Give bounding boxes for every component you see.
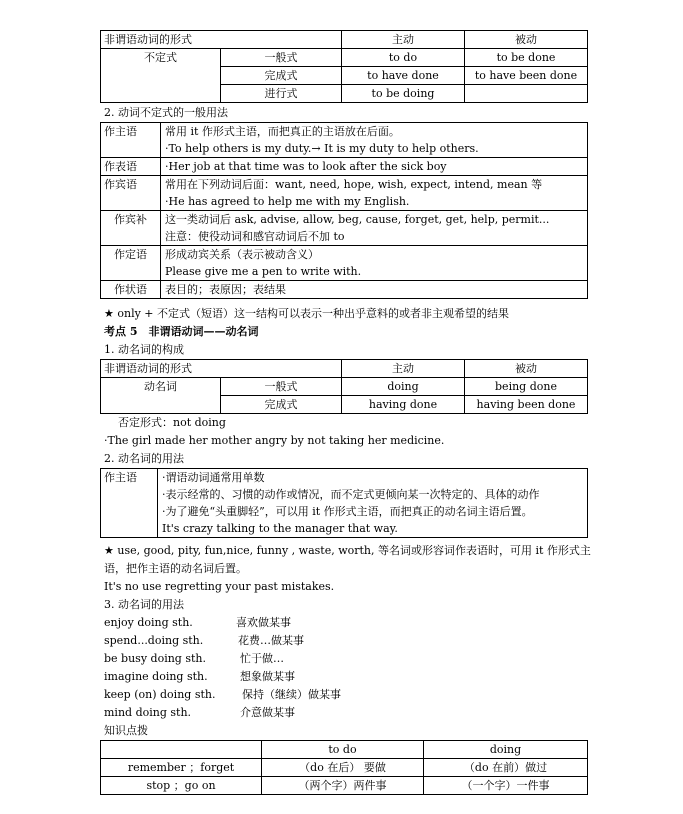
star-note: ★ only + 不定式（短语）这一结构可以表示一种出乎意料的或者非主观希望的结果: [104, 307, 510, 320]
table-row: [101, 246, 588, 264]
table-row: [101, 281, 588, 299]
role-cell: 作状语: [101, 281, 161, 299]
table-cell: （do 在后） 要做: [262, 759, 424, 777]
gerund-usage-table: [100, 468, 588, 538]
infinitive-usage-table: [100, 122, 588, 299]
table-cell: having done: [342, 396, 465, 414]
table-cell: stop ；go on: [101, 777, 262, 795]
table-cell: （两个字）两件事: [262, 777, 424, 795]
role-cell: 作表语: [101, 158, 161, 176]
role-cell: 作主语: [101, 123, 161, 158]
usage-line: 常用在下列动词后面：want, need, hope, wish, expect, intend, mean 等: [161, 176, 588, 194]
table-header-row: [101, 360, 588, 378]
kaodian-heading: 考点 5 非谓语动词——动名词: [104, 325, 259, 338]
usage-line: ·表示经常的、习惯的动作或情况，而不定式更倾向某一次特定的、具体的动作: [158, 486, 588, 503]
phrase-zh: 想象做某事: [240, 670, 295, 683]
table-row: [101, 759, 588, 777]
usage-line: 形成动宾关系（表示被动含义）: [161, 246, 588, 264]
usage-line: ·To help others is my duty.→ It is my duty to help others.: [161, 140, 588, 158]
usage-line: 这一类动词后 ask, advise, allow, beg, cause, forget, get, help, permit...: [161, 211, 588, 229]
table-row: [101, 123, 588, 141]
table-cell: to be doing: [342, 85, 465, 103]
zhishi-heading: 知识点拨: [104, 724, 148, 737]
header-cell: doing: [424, 741, 588, 759]
usage-line: 注意：使役动词和感官动词后不加 to: [161, 228, 588, 246]
table-header-row: [101, 741, 588, 759]
header-cell: [101, 741, 262, 759]
table-cell: remember ；forget: [101, 759, 262, 777]
table-row: [101, 469, 588, 487]
usage-line: Please give me a pen to write with.: [161, 263, 588, 281]
usage-line: ·为了避免“头重脚轻”，可以用 it 作形式主语，而把真正的动名词主语后置。: [158, 503, 588, 520]
phrase-en: spend...doing sth.: [104, 634, 204, 647]
phrase-zh: 介意做某事: [240, 706, 295, 719]
header-cell: 主动: [342, 360, 465, 378]
table-cell: to have been done: [465, 67, 588, 85]
phrase-en: be busy doing sth.: [104, 652, 206, 665]
phrase-zh: 花费…做某事: [238, 634, 304, 647]
usage-line: 表目的；表原因；表结果: [161, 281, 588, 299]
star-note: ★ use, good, pity, fun,nice, funny , waste, worth, 等名词或形容词作表语时，可用 it 作形式主: [104, 544, 591, 557]
header-cell: 主动: [342, 31, 465, 49]
section-heading: 3. 动名词的用法: [104, 598, 184, 611]
phrase-en: keep (on) doing sth.: [104, 688, 216, 701]
table-cell: 进行式: [221, 85, 342, 103]
infinitive-forms-table: [100, 30, 588, 103]
header-cell: 被动: [465, 360, 588, 378]
header-cell: 非谓语动词的形式: [101, 31, 342, 49]
table-row: [101, 777, 588, 795]
table-header-row: [101, 31, 588, 49]
gerund-forms-table: [100, 359, 588, 414]
phrase-zh: 保持（继续）做某事: [242, 688, 341, 701]
table-cell: （一个字）一件事: [424, 777, 588, 795]
phrase-en: mind doing sth.: [104, 706, 192, 719]
phrase-en: enjoy doing sth.: [104, 616, 193, 629]
table-cell: to be done: [465, 49, 588, 67]
table-row: [101, 176, 588, 194]
to-do-vs-doing-table: [100, 740, 588, 795]
row-label: 动名词: [101, 378, 221, 414]
section-heading: 2. 动词不定式的一般用法: [104, 106, 228, 119]
table-cell: to do: [342, 49, 465, 67]
role-cell: 作主语: [101, 469, 158, 538]
star-note-cont: 语，把作主语的动名词后置。: [104, 562, 247, 575]
table-cell: 完成式: [221, 396, 342, 414]
example-sentence: It's no use regretting your past mistakes.: [104, 580, 335, 593]
table-cell: 完成式: [221, 67, 342, 85]
role-cell: 作宾语: [101, 176, 161, 211]
header-cell: to do: [262, 741, 424, 759]
table-cell: [465, 85, 588, 103]
table-cell: to have done: [342, 67, 465, 85]
phrase-en: imagine doing sth.: [104, 670, 208, 683]
table-cell: being done: [465, 378, 588, 396]
header-cell: 被动: [465, 31, 588, 49]
negative-form: 否定形式：not doing: [118, 416, 226, 429]
role-cell: 作定语: [101, 246, 161, 281]
table-row: [101, 211, 588, 229]
table-cell: 一般式: [221, 378, 342, 396]
table-cell: doing: [342, 378, 465, 396]
table-cell: 一般式: [221, 49, 342, 67]
header-cell: 非谓语动词的形式: [101, 360, 342, 378]
usage-line: It's crazy talking to the manager that way.: [158, 520, 588, 538]
table-row: [101, 378, 588, 396]
phrase-zh: 喜欢做某事: [236, 616, 291, 629]
table-row: [101, 49, 588, 67]
usage-line: ·谓语动词通常用单数: [158, 469, 588, 487]
section-heading: 2. 动名词的用法: [104, 452, 184, 465]
table-cell: having been done: [465, 396, 588, 414]
role-cell: 作宾补: [101, 211, 161, 246]
row-label: 不定式: [101, 49, 221, 103]
example-sentence: ·The girl made her mother angry by not taking her medicine.: [104, 434, 445, 447]
table-row: [101, 158, 588, 176]
phrase-zh: 忙于做…: [240, 652, 284, 665]
usage-line: 常用 it 作形式主语，而把真正的主语放在后面。: [161, 123, 588, 141]
usage-line: ·He has agreed to help me with my English.: [161, 193, 588, 211]
usage-line: ·Her job at that time was to look after the sick boy: [161, 158, 588, 176]
section-heading: 1. 动名词的构成: [104, 343, 184, 356]
table-cell: （do 在前）做过: [424, 759, 588, 777]
